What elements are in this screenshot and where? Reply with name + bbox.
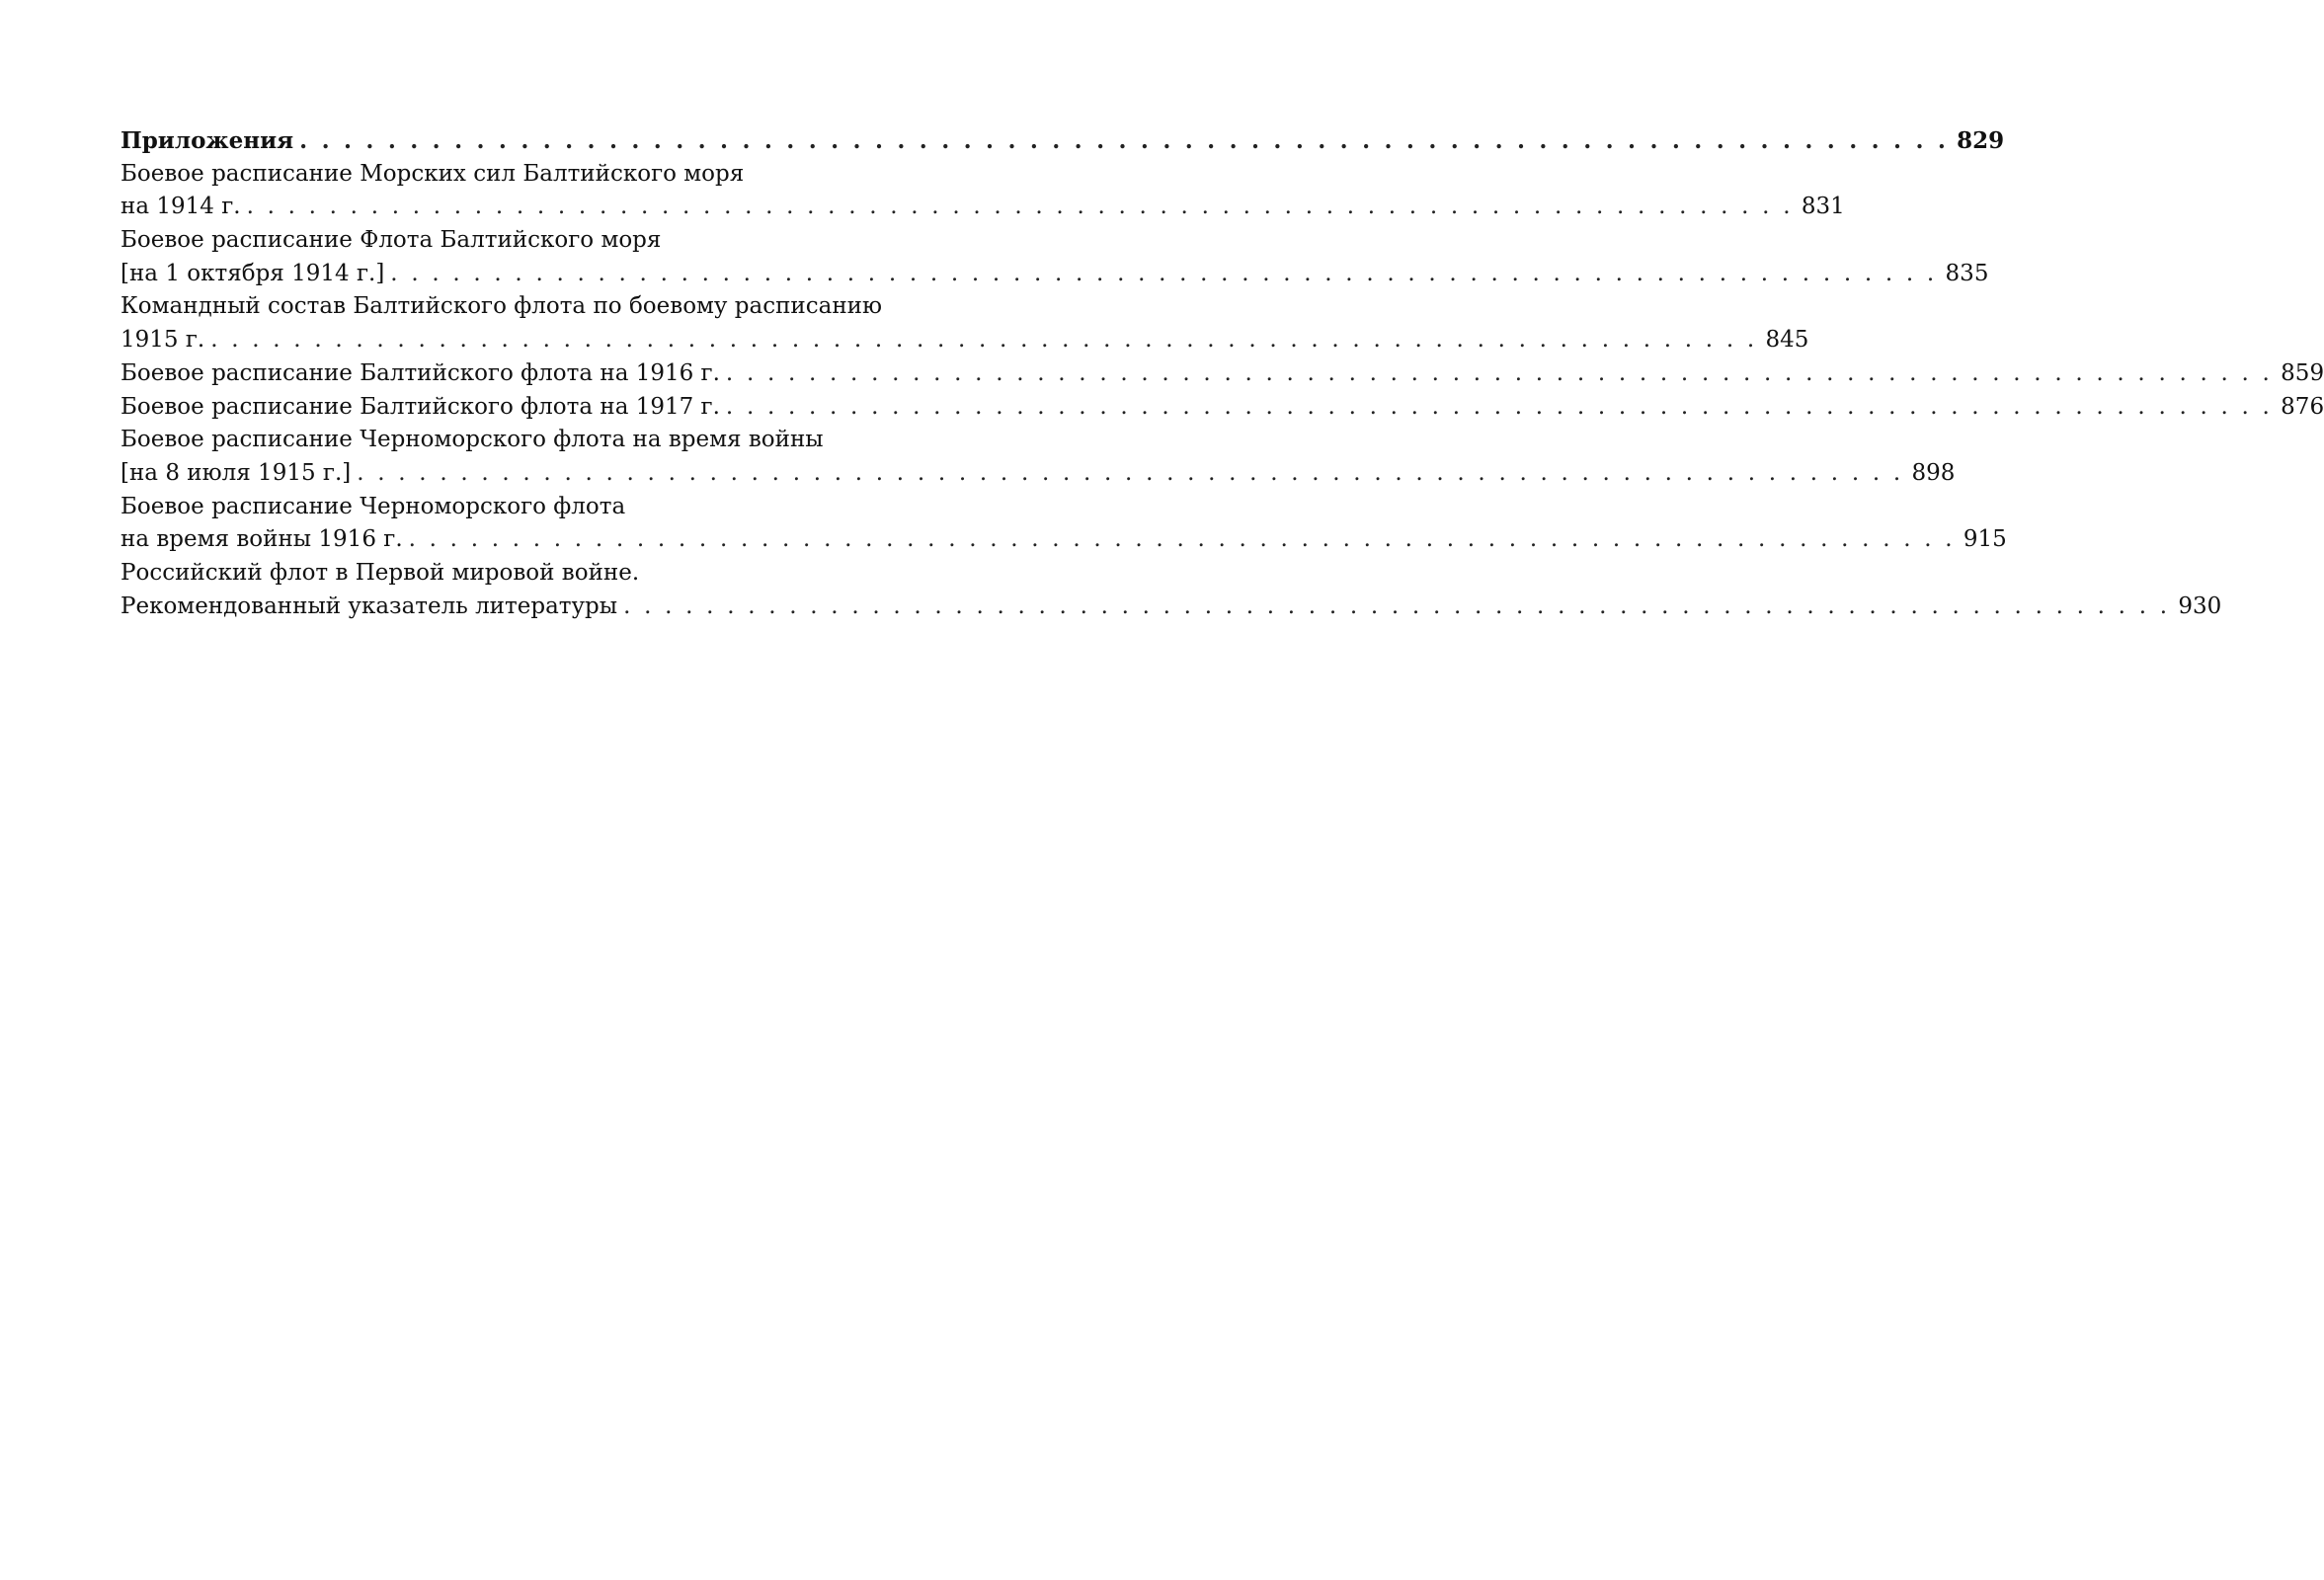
toc-page-number: 859: [2281, 359, 2324, 386]
toc-entry-last-line: [120, 258, 1989, 291]
toc-entry-title: Боевое расписание Флота Балтийского моря: [120, 227, 662, 254]
toc-entry-last-line: [120, 191, 1845, 224]
toc-entry[interactable]: [120, 290, 1809, 356]
toc-page-number: 845: [1765, 327, 1809, 354]
toc-entry-title-continued: на 1914 г.: [120, 194, 241, 220]
toc-entry-title-continued: на время войны 1916 г.: [120, 526, 403, 553]
toc-entry[interactable]: [120, 357, 2324, 391]
toc-entry-last-line: [120, 457, 1956, 491]
toc-page-number: 876: [2281, 393, 2324, 420]
toc-page-number: 898: [1911, 459, 1956, 486]
dot-leader: . . . . . . . . . . . . . . . . . . . . . . . . . . . . . . . . . . . . . . . . . . . . . . . . . . . . . . . . . . . . . . . . . . . . . . . . . . .: [299, 127, 1950, 154]
toc-entry-last-line: [120, 591, 2222, 624]
toc-entry[interactable]: [120, 158, 1845, 224]
toc-entry-title: Боевое расписание Черноморского флота: [120, 493, 626, 519]
toc-entry-last-line: [120, 324, 1809, 357]
toc-page-number: 930: [2178, 592, 2222, 619]
toc-entry-title-continued: [на 8 июля 1915 г.]: [120, 459, 352, 486]
toc-entry-title-continued: 1915 г.: [120, 327, 205, 354]
toc-page-number: 835: [1945, 260, 1989, 286]
toc-entry-title: Боевое расписание Морских сил Балтийского моря: [120, 160, 745, 187]
toc-page-number: 829: [1957, 127, 2005, 154]
toc-entry[interactable]: [120, 224, 1989, 290]
toc-page-number: 831: [1801, 194, 1845, 220]
dot-leader: . . . . . . . . . . . . . . . . . . . . . . . . . . . . . . . . . . . . . . . . . . . . . . . . . . . . . . . . . . . . . . . . . . . . . . . . . . .: [357, 459, 1904, 486]
toc-section-header: [120, 124, 2005, 158]
toc-entry-title-continued: [на 1 октября 1914 г.]: [120, 260, 385, 286]
dot-leader: . . . . . . . . . . . . . . . . . . . . . . . . . . . . . . . . . . . . . . . . . . . . . . . . . . . . . . . . . . . . . . . . . . . . . . . . . . .: [725, 359, 2274, 386]
toc-entry-title: Боевое расписание Черноморского флота на время войны: [120, 427, 824, 453]
toc-entry-last-line: [120, 523, 2007, 557]
toc-entry[interactable]: [120, 391, 2324, 425]
toc-entry-title: Боевое расписание Балтийского флота на 1916 г.: [120, 359, 720, 386]
dot-leader: . . . . . . . . . . . . . . . . . . . . . . . . . . . . . . . . . . . . . . . . . . . . . . . . . . . . . . . . . . . . . . . . . . . . . . . . . . .: [390, 260, 1938, 286]
toc-entry[interactable]: [120, 491, 2007, 557]
toc-entry-title: Командный состав Балтийского флота по боевому расписанию: [120, 293, 883, 320]
dot-leader: . . . . . . . . . . . . . . . . . . . . . . . . . . . . . . . . . . . . . . . . . . . . . . . . . . . . . . . . . . . . . . . . . . . . . . . . . . .: [725, 393, 2274, 420]
toc-entry-title: Боевое расписание Балтийского флота на 1917 г.: [120, 393, 720, 420]
table-of-contents: [120, 124, 2324, 623]
toc-entry[interactable]: [120, 557, 2222, 623]
dot-leader: . . . . . . . . . . . . . . . . . . . . . . . . . . . . . . . . . . . . . . . . . . . . . . . . . . . . . . . . . . . . . . . . . . . . . . . . . . .: [408, 526, 1956, 553]
dot-leader: . . . . . . . . . . . . . . . . . . . . . . . . . . . . . . . . . . . . . . . . . . . . . . . . . . . . . . . . . . . . . . . . . . . . . . . . . . .: [246, 194, 1794, 220]
dot-leader: . . . . . . . . . . . . . . . . . . . . . . . . . . . . . . . . . . . . . . . . . . . . . . . . . . . . . . . . . . . . . . . . . . . . . . . . . . .: [210, 327, 1758, 354]
toc-entry-title-continued: Рекомендованный указатель литературы: [120, 592, 618, 619]
toc-entry-title: Российский флот в Первой мировой войне.: [120, 559, 640, 586]
toc-page-number: 915: [1963, 526, 2007, 553]
toc-section-title: Приложения: [120, 127, 294, 154]
toc-entry[interactable]: [120, 424, 1956, 490]
dot-leader: . . . . . . . . . . . . . . . . . . . . . . . . . . . . . . . . . . . . . . . . . . . . . . . . . . . . . . . . . . . . . . . . . . . . . . . . . . .: [623, 592, 2171, 619]
